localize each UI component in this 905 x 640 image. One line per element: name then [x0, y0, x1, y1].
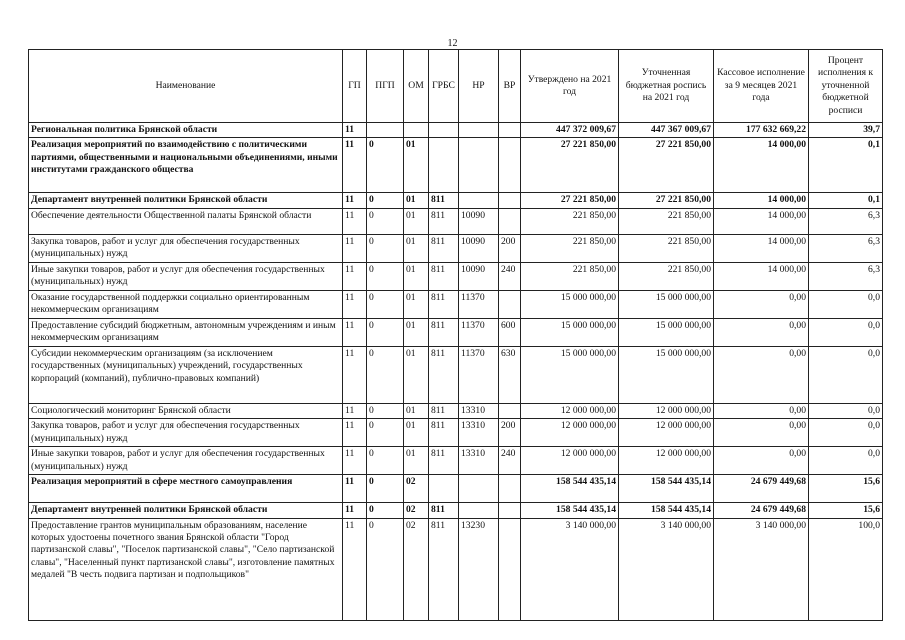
cell-vr — [499, 518, 521, 620]
header-cash-execution: Кассовое исполнение за 9 месяцев 2021 года — [714, 50, 809, 123]
cell-grbs — [429, 138, 459, 193]
cell-cash-execution: 0,00 — [714, 346, 809, 403]
cell-cash-execution: 0,00 — [714, 290, 809, 318]
cell-gp: 11 — [343, 447, 367, 475]
cell-gp: 11 — [343, 123, 367, 138]
cell-name: Реализация мероприятий по взаимодействию с политическими партиями, общественными и национальными объединениями, иными институтами гражданского общества — [29, 138, 343, 193]
cell-vr — [499, 403, 521, 418]
table-header-row — [29, 50, 883, 123]
cell-grbs: 811 — [429, 403, 459, 418]
header-gp: ГП — [343, 50, 367, 123]
cell-revised: 15 000 000,00 — [619, 346, 714, 403]
cell-gp: 11 — [343, 262, 367, 290]
cell-vr: 240 — [499, 447, 521, 475]
cell-grbs: 811 — [429, 193, 459, 208]
cell-nr — [459, 138, 499, 193]
cell-name: Оказание государственной поддержки социально ориентированным некоммерческим организациям — [29, 290, 343, 318]
cell-approved: 221 850,00 — [521, 262, 619, 290]
cell-vr: 240 — [499, 262, 521, 290]
cell-pgp: 0 — [367, 234, 404, 262]
cell-om: 01 — [404, 318, 429, 346]
cell-name: Региональная политика Брянской области — [29, 123, 343, 138]
cell-nr: 11370 — [459, 318, 499, 346]
cell-nr: 13230 — [459, 518, 499, 620]
cell-vr — [499, 290, 521, 318]
cell-gp: 11 — [343, 403, 367, 418]
cell-nr — [459, 503, 499, 518]
table-row — [29, 403, 883, 418]
cell-cash-execution: 0,00 — [714, 419, 809, 447]
cell-om: 01 — [404, 234, 429, 262]
cell-vr — [499, 503, 521, 518]
table-row — [29, 138, 883, 193]
cell-om: 01 — [404, 403, 429, 418]
cell-pgp: 0 — [367, 262, 404, 290]
cell-percent: 0,0 — [809, 318, 883, 346]
cell-revised: 12 000 000,00 — [619, 447, 714, 475]
cell-nr: 13310 — [459, 403, 499, 418]
table-row — [29, 123, 883, 138]
cell-percent: 6,3 — [809, 234, 883, 262]
cell-name: Закупка товаров, работ и услуг для обеспечения государственных (муниципальных) нужд — [29, 234, 343, 262]
header-revised: Уточненная бюджетная роспись на 2021 год — [619, 50, 714, 123]
cell-cash-execution: 0,00 — [714, 403, 809, 418]
cell-nr: 10090 — [459, 208, 499, 234]
cell-grbs — [429, 123, 459, 138]
cell-cash-execution: 14 000,00 — [714, 262, 809, 290]
cell-revised: 15 000 000,00 — [619, 318, 714, 346]
cell-revised: 3 140 000,00 — [619, 518, 714, 620]
cell-pgp: 0 — [367, 290, 404, 318]
cell-percent: 100,0 — [809, 518, 883, 620]
cell-name: Иные закупки товаров, работ и услуг для обеспечения государственных (муниципальных) нужд — [29, 262, 343, 290]
cell-nr: 10090 — [459, 234, 499, 262]
cell-pgp: 0 — [367, 419, 404, 447]
cell-grbs: 811 — [429, 447, 459, 475]
cell-revised: 15 000 000,00 — [619, 290, 714, 318]
cell-om: 01 — [404, 208, 429, 234]
cell-approved: 15 000 000,00 — [521, 346, 619, 403]
cell-revised: 221 850,00 — [619, 234, 714, 262]
cell-approved: 12 000 000,00 — [521, 403, 619, 418]
cell-pgp: 0 — [367, 475, 404, 503]
cell-grbs: 811 — [429, 518, 459, 620]
header-pgp: ПГП — [367, 50, 404, 123]
cell-revised: 12 000 000,00 — [619, 403, 714, 418]
cell-percent: 6,3 — [809, 262, 883, 290]
cell-pgp: 0 — [367, 346, 404, 403]
cell-om: 02 — [404, 503, 429, 518]
table-body — [29, 123, 883, 621]
cell-pgp: 0 — [367, 138, 404, 193]
table-row — [29, 318, 883, 346]
cell-gp: 11 — [343, 318, 367, 346]
cell-cash-execution: 24 679 449,68 — [714, 503, 809, 518]
cell-percent: 0,0 — [809, 419, 883, 447]
cell-vr: 200 — [499, 419, 521, 447]
cell-revised: 27 221 850,00 — [619, 193, 714, 208]
cell-revised: 221 850,00 — [619, 208, 714, 234]
cell-revised: 12 000 000,00 — [619, 419, 714, 447]
cell-approved: 3 140 000,00 — [521, 518, 619, 620]
cell-nr — [459, 475, 499, 503]
cell-vr: 630 — [499, 346, 521, 403]
cell-pgp: 0 — [367, 447, 404, 475]
budget-table — [28, 49, 883, 621]
cell-revised: 447 367 009,67 — [619, 123, 714, 138]
cell-gp: 11 — [343, 234, 367, 262]
cell-grbs: 811 — [429, 208, 459, 234]
cell-gp: 11 — [343, 138, 367, 193]
cell-vr — [499, 193, 521, 208]
cell-gp: 11 — [343, 290, 367, 318]
header-grbs: ГРБС — [429, 50, 459, 123]
cell-revised: 158 544 435,14 — [619, 503, 714, 518]
cell-name: Обеспечение деятельности Общественной палаты Брянской области — [29, 208, 343, 234]
cell-nr: 11370 — [459, 290, 499, 318]
table-row — [29, 193, 883, 208]
cell-approved: 158 544 435,14 — [521, 475, 619, 503]
table-row — [29, 262, 883, 290]
cell-grbs — [429, 475, 459, 503]
cell-revised: 221 850,00 — [619, 262, 714, 290]
cell-grbs: 811 — [429, 503, 459, 518]
cell-grbs: 811 — [429, 318, 459, 346]
cell-om: 01 — [404, 419, 429, 447]
cell-name: Социологический мониторинг Брянской области — [29, 403, 343, 418]
cell-approved: 158 544 435,14 — [521, 503, 619, 518]
cell-vr — [499, 208, 521, 234]
table-row — [29, 234, 883, 262]
cell-cash-execution: 24 679 449,68 — [714, 475, 809, 503]
table-row — [29, 419, 883, 447]
header-vr: ВР — [499, 50, 521, 123]
cell-gp: 11 — [343, 419, 367, 447]
cell-cash-execution: 14 000,00 — [714, 193, 809, 208]
cell-percent: 6,3 — [809, 208, 883, 234]
cell-percent: 0,1 — [809, 193, 883, 208]
table-row — [29, 447, 883, 475]
table-row — [29, 503, 883, 518]
cell-percent: 0,0 — [809, 290, 883, 318]
cell-approved: 12 000 000,00 — [521, 447, 619, 475]
cell-nr: 13310 — [459, 447, 499, 475]
cell-percent: 0,0 — [809, 447, 883, 475]
cell-approved: 27 221 850,00 — [521, 193, 619, 208]
cell-om — [404, 123, 429, 138]
cell-gp: 11 — [343, 346, 367, 403]
cell-name: Субсидии некоммерческим организациям (за исключением государственных (муниципальных) учреждений, государственных корпораций (компаний), публично-правовых компаний) — [29, 346, 343, 403]
cell-name: Предоставление грантов муниципальным образованиям, население которых удостоены почетного звания Брянской области "Город партизанской славы", "Поселок партизанской славы", "Село партизанской славы", "Населенный пункт партизанской славы", изготовление памятных медалей "В честь подвига партизан и подпольщиков" — [29, 518, 343, 620]
cell-vr: 200 — [499, 234, 521, 262]
cell-approved: 15 000 000,00 — [521, 290, 619, 318]
cell-grbs: 811 — [429, 419, 459, 447]
cell-percent: 15,6 — [809, 503, 883, 518]
cell-cash-execution: 14 000,00 — [714, 208, 809, 234]
cell-percent: 39,7 — [809, 123, 883, 138]
cell-pgp: 0 — [367, 193, 404, 208]
cell-om: 01 — [404, 447, 429, 475]
cell-pgp: 0 — [367, 503, 404, 518]
cell-cash-execution: 0,00 — [714, 447, 809, 475]
cell-vr — [499, 138, 521, 193]
cell-percent: 0,0 — [809, 403, 883, 418]
cell-om: 01 — [404, 346, 429, 403]
cell-pgp: 0 — [367, 318, 404, 346]
cell-approved: 221 850,00 — [521, 234, 619, 262]
cell-cash-execution: 0,00 — [714, 318, 809, 346]
cell-name: Предоставление субсидий бюджетным, автономным учреждениям и иным некоммерческим организациям — [29, 318, 343, 346]
table-row — [29, 346, 883, 403]
cell-nr: 13310 — [459, 419, 499, 447]
cell-name: Департамент внутренней политики Брянской области — [29, 193, 343, 208]
cell-approved: 15 000 000,00 — [521, 318, 619, 346]
cell-approved: 27 221 850,00 — [521, 138, 619, 193]
cell-pgp: 0 — [367, 518, 404, 620]
table-row — [29, 208, 883, 234]
header-approved: Утверждено на 2021 год — [521, 50, 619, 123]
cell-cash-execution: 177 632 669,22 — [714, 123, 809, 138]
cell-nr: 10090 — [459, 262, 499, 290]
cell-om: 02 — [404, 518, 429, 620]
cell-grbs: 811 — [429, 290, 459, 318]
cell-pgp — [367, 123, 404, 138]
cell-grbs: 811 — [429, 234, 459, 262]
cell-gp: 11 — [343, 518, 367, 620]
header-percent: Процент исполнения к уточненной бюджетной росписи — [809, 50, 883, 123]
cell-grbs: 811 — [429, 262, 459, 290]
cell-vr — [499, 123, 521, 138]
cell-percent: 15,6 — [809, 475, 883, 503]
cell-name: Закупка товаров, работ и услуг для обеспечения государственных (муниципальных) нужд — [29, 419, 343, 447]
header-name: Наименование — [29, 50, 343, 123]
cell-om: 02 — [404, 475, 429, 503]
cell-revised: 27 221 850,00 — [619, 138, 714, 193]
cell-pgp: 0 — [367, 208, 404, 234]
table-row — [29, 290, 883, 318]
cell-approved: 221 850,00 — [521, 208, 619, 234]
cell-cash-execution: 3 140 000,00 — [714, 518, 809, 620]
cell-om: 01 — [404, 193, 429, 208]
cell-om: 01 — [404, 262, 429, 290]
cell-vr: 600 — [499, 318, 521, 346]
cell-vr — [499, 475, 521, 503]
cell-gp: 11 — [343, 503, 367, 518]
cell-nr — [459, 193, 499, 208]
cell-om: 01 — [404, 138, 429, 193]
table-row — [29, 518, 883, 620]
cell-pgp: 0 — [367, 403, 404, 418]
cell-nr — [459, 123, 499, 138]
cell-name: Иные закупки товаров, работ и услуг для обеспечения государственных (муниципальных) нужд — [29, 447, 343, 475]
cell-grbs: 811 — [429, 346, 459, 403]
cell-percent: 0,1 — [809, 138, 883, 193]
cell-om: 01 — [404, 290, 429, 318]
cell-name: Реализация мероприятий в сфере местного самоуправления — [29, 475, 343, 503]
page-number: 12 — [447, 38, 458, 49]
cell-percent: 0,0 — [809, 346, 883, 403]
cell-approved: 447 372 009,67 — [521, 123, 619, 138]
cell-revised: 158 544 435,14 — [619, 475, 714, 503]
cell-gp: 11 — [343, 193, 367, 208]
cell-nr: 11370 — [459, 346, 499, 403]
cell-cash-execution: 14 000,00 — [714, 234, 809, 262]
cell-approved: 12 000 000,00 — [521, 419, 619, 447]
table-row — [29, 475, 883, 503]
header-nr: НР — [459, 50, 499, 123]
header-om: ОМ — [404, 50, 429, 123]
cell-name: Департамент внутренней политики Брянской области — [29, 503, 343, 518]
cell-cash-execution: 14 000,00 — [714, 138, 809, 193]
cell-gp: 11 — [343, 208, 367, 234]
cell-gp: 11 — [343, 475, 367, 503]
